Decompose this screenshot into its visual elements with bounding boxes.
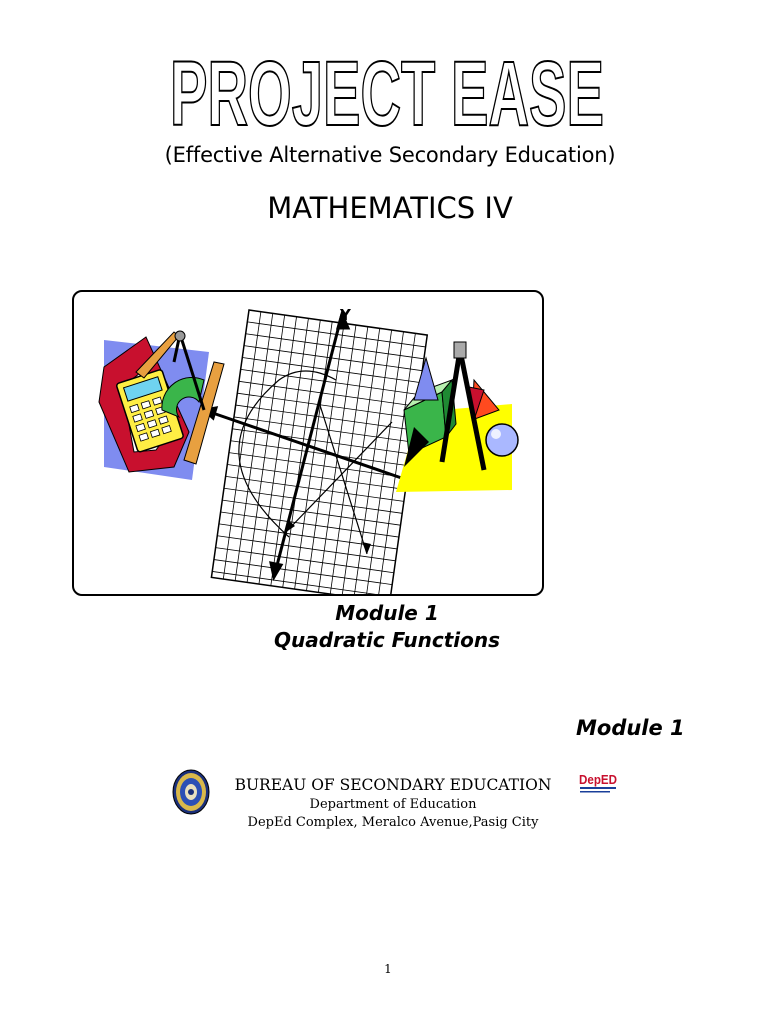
left-tools-clipart (99, 331, 224, 480)
page-number: 1 (384, 962, 392, 976)
title-text: PROJECT EASE (170, 48, 604, 132)
grid-paper (211, 310, 427, 594)
subtitle: (Effective Alternative Secondary Education) (164, 143, 616, 167)
module-title: Quadratic Functions (273, 628, 501, 652)
bureau-name: BUREAU OF SECONDARY EDUCATION (234, 776, 552, 794)
page-title (165, 48, 610, 132)
module-number: Module 1 (335, 601, 439, 625)
module-label-right: Module 1 (576, 716, 685, 740)
cover-figure (72, 290, 544, 596)
subject-heading: MATHEMATICS IV (267, 191, 513, 225)
department-name: Department of Education (309, 797, 477, 812)
deped-logo-icon (578, 768, 620, 796)
axis-y-label: Y (340, 306, 351, 324)
math-tools-clipart (74, 292, 542, 594)
address: DepEd Complex, Meralco Avenue,Pasig City (247, 815, 539, 830)
deped-logo-text: DepED (579, 772, 617, 787)
